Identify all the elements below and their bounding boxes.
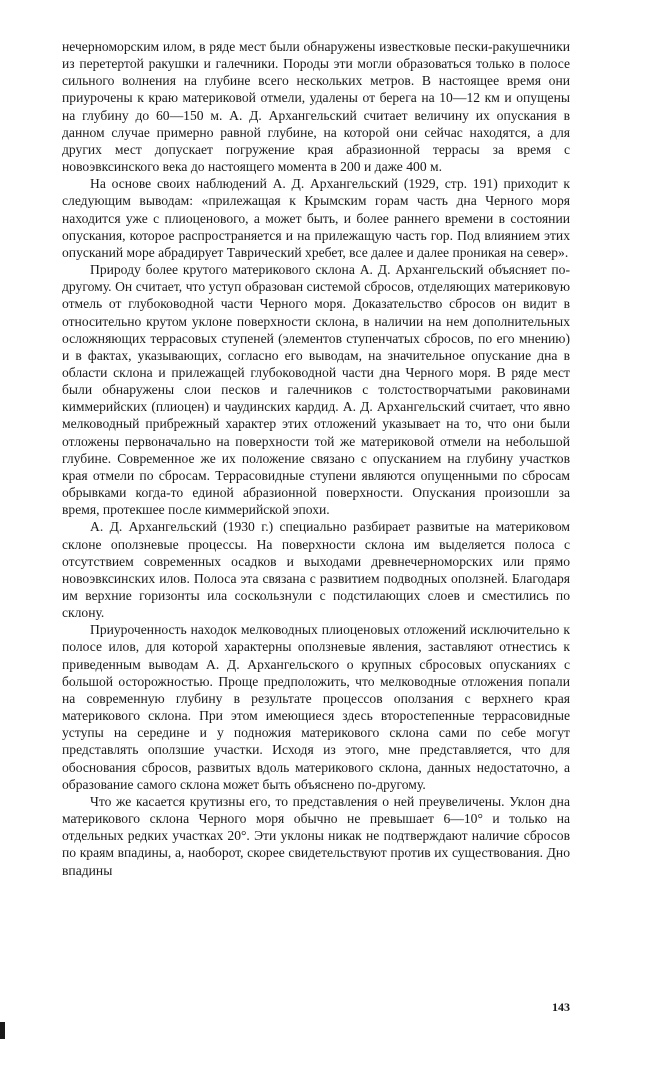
paragraph-3: Природу более крутого материкового склона А. Д. Архангельский объясняет по-другому. Он считает, что уступ образован системой сбросов, отделяющих материковую отмель от глубоководной части Черного моря. Доказательство сбросов он видит в относительно крутом уклоне поверхности склона, в наличии на нем дополнительных осложняющих террасовых ступеней (элементов ступенчатых сбросов, по его мнению) и в фактах, указывающих, согласно его выводам, на значительное опускание дна в области склона и прилежащей глубоководной части дна Черного моря. В ряде мест были обнаружены слои песков и галечников с толстостворчатыми раковинами киммерийских (плиоцен) и чаудинских кардид. А. Д. Архангельский считает, что явно мелководный прибрежный характер этих отложений указывает на то, что они были отложены первоначально на поверхности той же материковой отмели на небольшой глубине. Современное же их положение связано с опусканием на глубину участков края отмели по сбросам. Террасовидные ступени являются опущенными по сбросам обрывками когда-то единой абразионной поверхности. Опускания произошли за время, протекшее после киммерийской эпохи.: [62, 262, 570, 518]
page-number: 143: [552, 1000, 570, 1014]
paragraph-6: Что же касается крутизны его, то представления о ней преувеличены. Уклон дна материкового склона Черного моря обычно не превышает 6—10° и только на отдельных редких участках 20°. Эти уклоны никак не подтверждают наличие сбросов по краям впадины, а, наоборот, скорее свидетельствуют против их существования. Дно впадины: [62, 793, 570, 878]
paragraph-4: А. Д. Архангельский (1930 г.) специально разбирает развитые на материковом склоне оползневые процессы. На поверхности склона им выделяется полоса с отсутствием современных осадков и выходами древнечерноморских или прямо новоэвксинских илов. Полоса эта связана с развитием подводных оползней. Благодаря им верхние горизонты ила соскользнули с подстилающих слоев и сместились по склону.: [62, 519, 570, 621]
paragraph-2: На основе своих наблюдений А. Д. Архангельский (1929, стр. 191) приходит к следующим выводам: «прилежащая к Крымским горам часть дна Черного моря находится уже с плиоценового, а может быть, и более раннего времени в состоянии опускания, которое распространяется и на прилежащую часть гор. Под влиянием этих опусканий море абрадирует Таврический хребет, все далее и далее проникая на север».: [62, 176, 570, 260]
paragraph-1: нечерноморским илом, в ряде мест были обнаружены известковые пески-ракушечники из перетертой ракушки и галечники. Породы эти могли образоваться только в полосе сильного волнения на глубине всего нескольких метров. В настоящее время они приурочены к краю материковой отмели, удалены от берега на 10—12 км и опущены на глубину до 60—150 м. А. Д. Архангельский считает величину их опускания в данном случае примерно равной глубине, на которой они сейчас находятся, а для других мест допускает погружение края абразионной террасы за время с новоэвксинского века до настоящего момента в 200 и даже 400 м.: [62, 39, 570, 175]
document-page: [62, 38, 570, 879]
paragraph-5: Приуроченность находок мелководных плиоценовых отложений исключительно к полосе илов, для которой характерны оползневые явления, заставляют отнестись к приведенным выводам А. Д. Архангельского о крупных сбросовых опусканиях с большой осторожностью. Проще предположить, что мелководные отложения попали на современную глубину в результате процессов оползания с верхнего края материкового склона. При этом имеющиеся здесь второстепенные террасовидные уступы на середине и у подножия материкового склона сами по себе могут представлять оползшие участки. Исходя из этого, мне представляется, что для обоснования сбросов, развитых вдоль материкового склона, данных недостаточно, а образование самого склона может быть объяснено по-другому.: [62, 622, 570, 792]
margin-mark: [0, 1022, 5, 1039]
